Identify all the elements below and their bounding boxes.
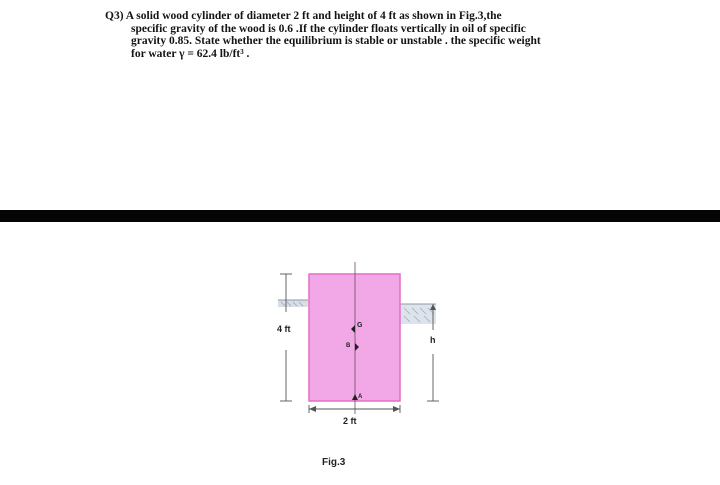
depth-label: h — [430, 335, 436, 345]
cylinder-body — [309, 274, 400, 401]
separator-bar — [0, 210, 720, 222]
height-label: 4 ft — [277, 324, 291, 334]
width-dimension — [309, 405, 400, 413]
question-line-3: gravity 0.85. State whether the equilibrium is stable or unstable . the specific weight — [131, 35, 541, 47]
point-g-label: G — [357, 322, 363, 329]
question-line-2: specific gravity of the wood is 0.6 .If the cylinder floats vertically in oil of specific — [131, 22, 526, 35]
height-dimension — [280, 274, 292, 401]
question-text — [105, 10, 645, 60]
point-a-label: A — [358, 394, 363, 400]
figure-3 — [0, 222, 720, 485]
point-b-label: B — [346, 343, 351, 349]
question-line-4: for water γ = 62.4 lb/ft³ . — [131, 47, 250, 60]
cylinder-diagram — [0, 222, 720, 485]
figure-caption: Fig.3 — [322, 457, 346, 468]
left-liquid-surface — [278, 300, 308, 307]
question-line-1: Q3) A solid wood cylinder of diameter 2 ft and height of 4 ft as shown in Fig.3,the — [105, 10, 502, 22]
width-label: 2 ft — [343, 416, 357, 426]
right-liquid-surface — [400, 304, 436, 324]
